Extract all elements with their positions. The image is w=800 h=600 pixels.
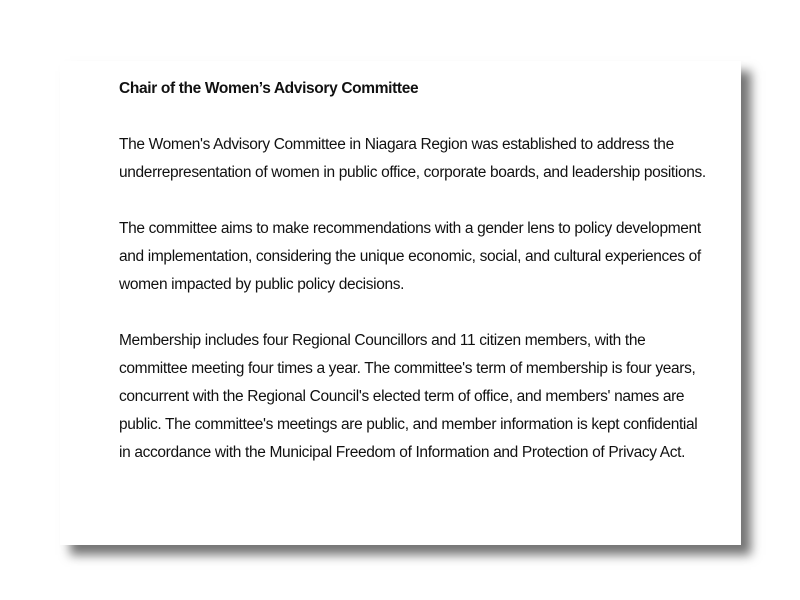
paragraph-establishment: The Women's Advisory Committee in Niagara Region was established to address the underrepresentation of women in public office, corporate boards, and leadership positions.	[119, 136, 706, 181]
document-body	[119, 75, 709, 467]
paragraph-membership: Membership includes four Regional Councillors and 11 citizen members, with the committee meeting four times a year. The committee's term of membership is four years, concurrent with the Regional Council's elected term of office, and members' names are public. The committee's meetings are public, and member information is kept confidential in accordance with the Municipal Freedom of Information and Protection of Privacy Act.	[119, 332, 698, 461]
document-heading: Chair of the Women’s Advisory Committee	[119, 80, 419, 97]
paragraph-aims: The committee aims to make recommendations with a gender lens to policy development and implementation, considering the unique economic, social, and cultural experiences of women impacted by public policy decisions.	[119, 220, 701, 293]
document-card	[60, 61, 741, 545]
